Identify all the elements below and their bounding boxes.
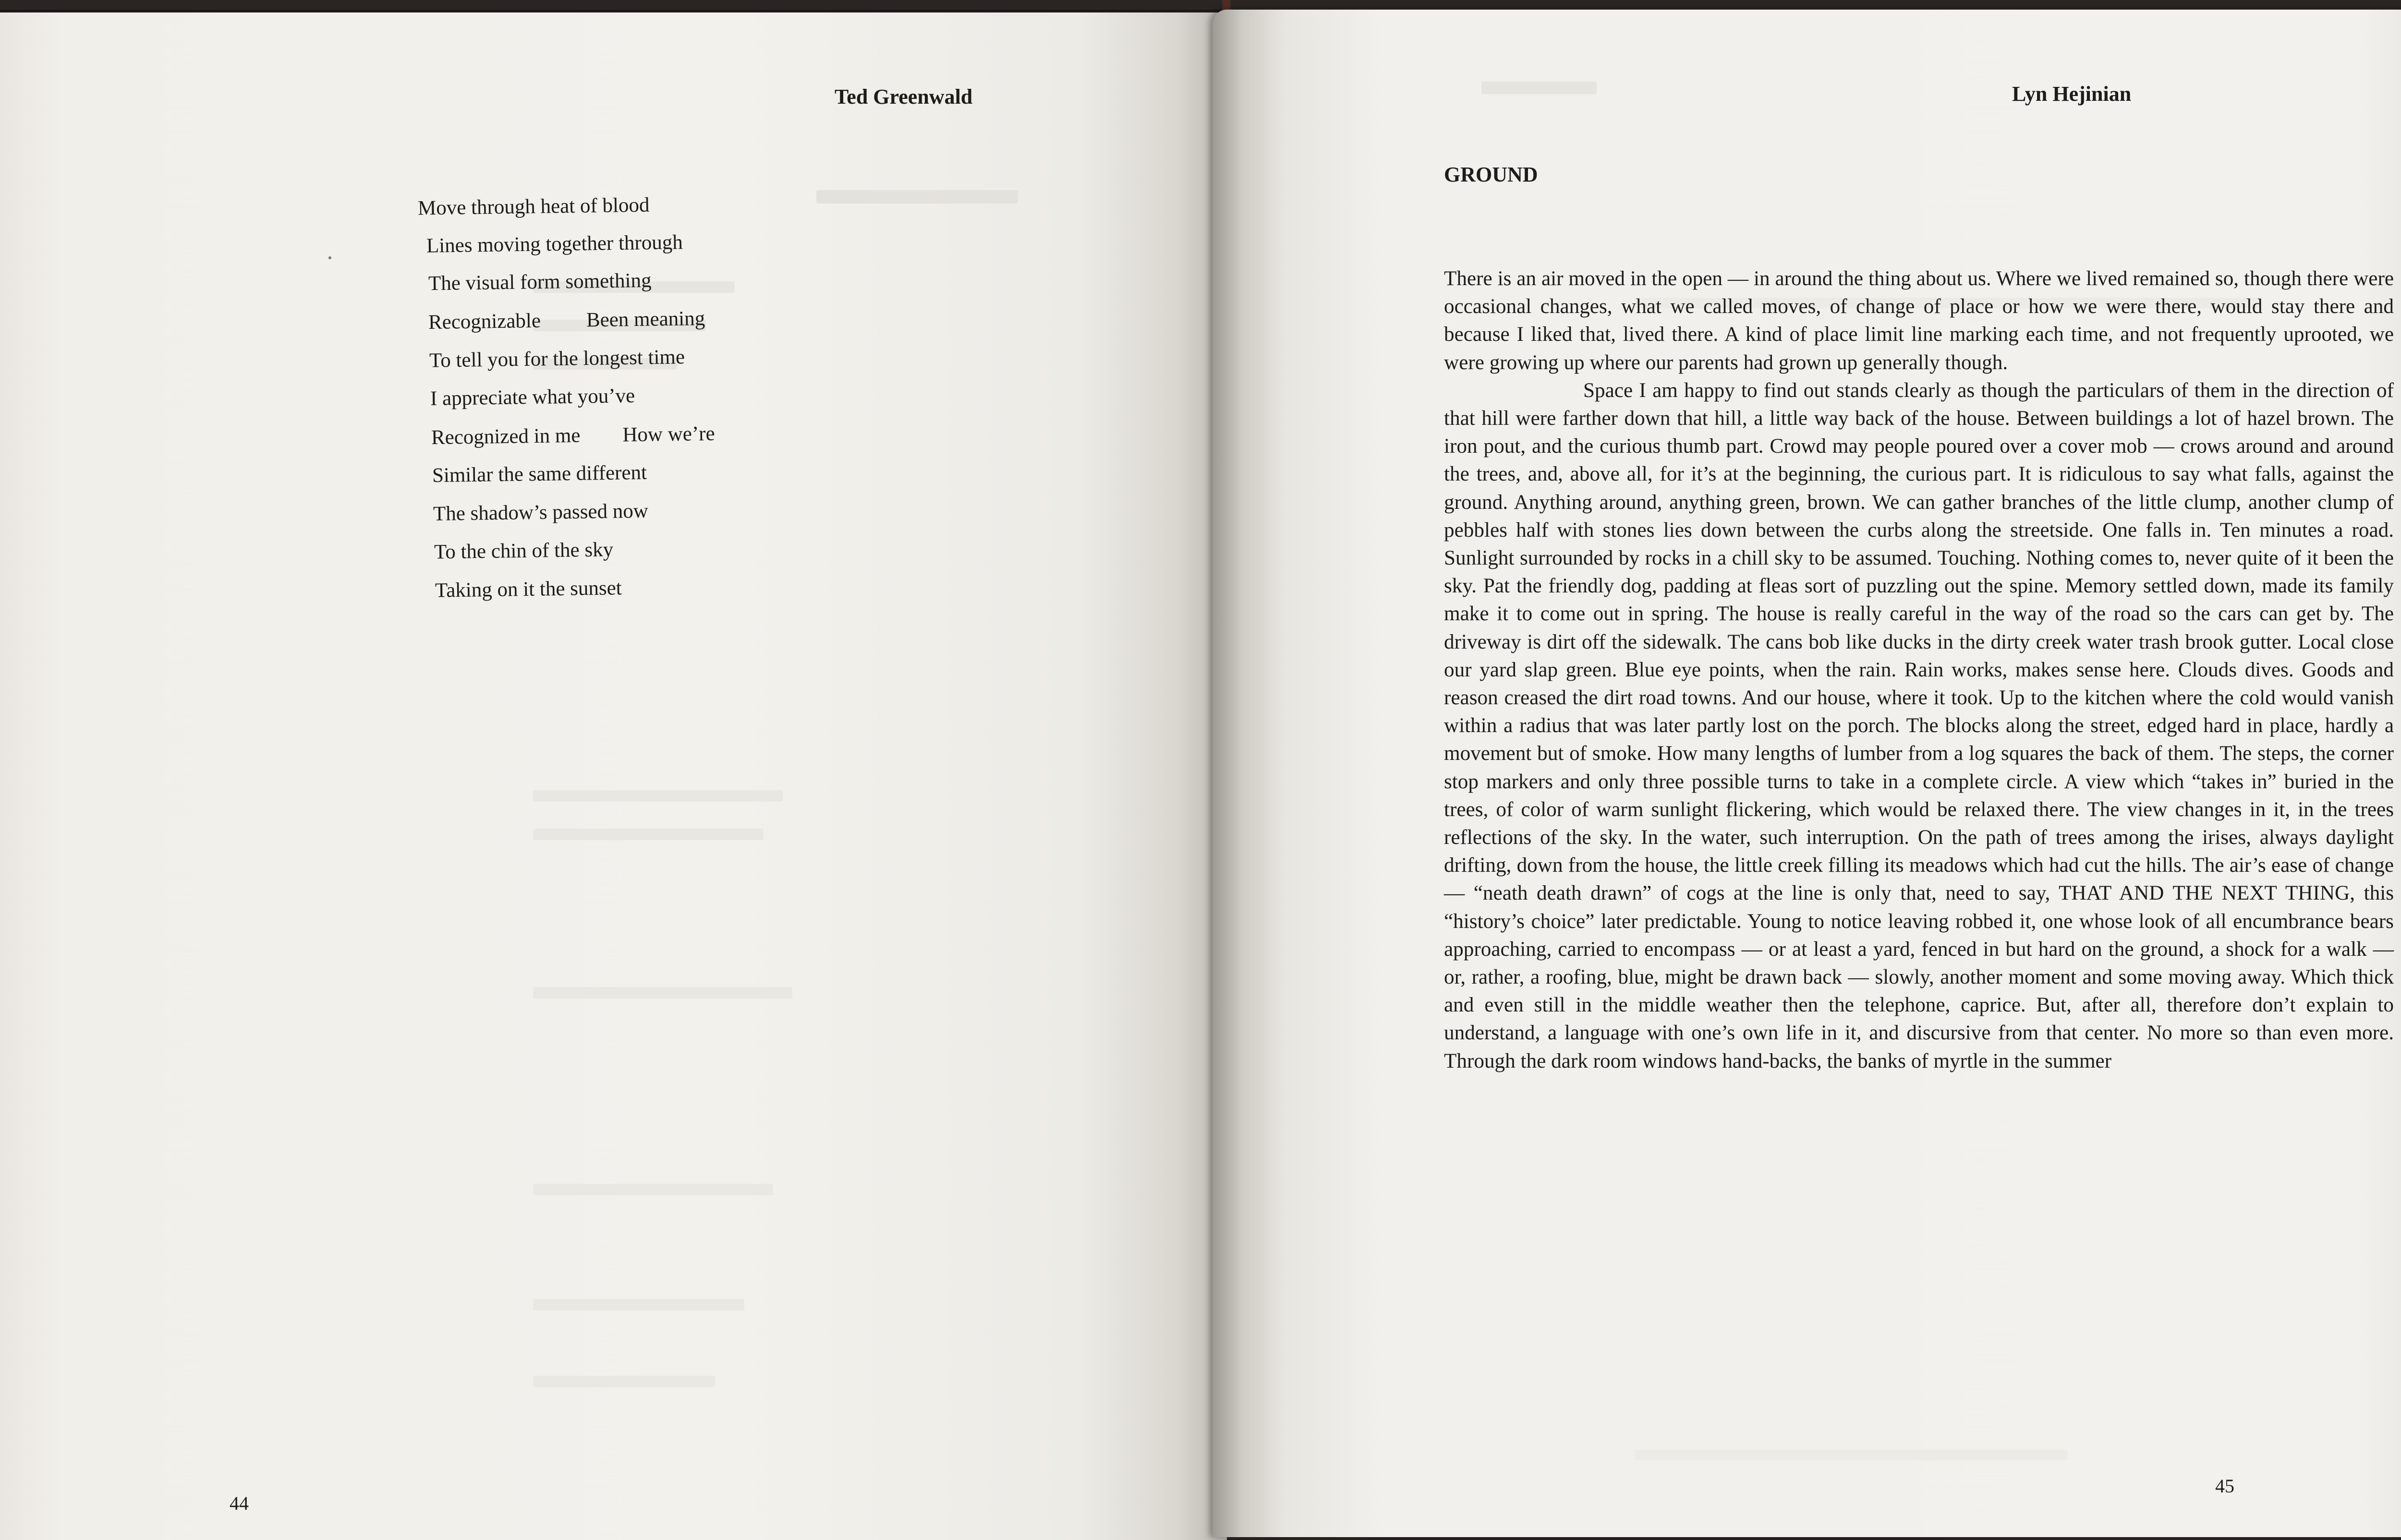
poem-line: To the chin of the sky: [434, 538, 614, 564]
poem-line: Move through heat of blood: [417, 193, 650, 220]
paragraph: There is an air moved in the open — in around the thing about us. Where we lived remained so, though there were occasional changes, what we called moves, of change of place or how we were there, would stay there and because I liked that, lived there. A kind of place limit line marking each time, and not frequently uprooted, we were growing up where our parents had grown up generally though.: [1444, 267, 2394, 374]
poem-line: Similar the same different: [432, 461, 647, 487]
poem-line: I appreciate what you’ve: [430, 385, 635, 410]
poem-line: To tell you for the longest time: [429, 346, 685, 372]
running-head-left: Ted Greenwald: [835, 85, 973, 108]
page-number-right: 45: [2215, 1475, 2234, 1497]
poem-line: Lines moving together through: [426, 231, 683, 257]
poem-line: The shadow’s passed now: [433, 499, 649, 526]
left-page: [0, 10, 1227, 1540]
right-page: [1213, 10, 2401, 1537]
running-head-right: Lyn Hejinian: [2012, 82, 2132, 106]
poem-line: Recognized in me How we’re: [431, 422, 715, 449]
chapter-title: GROUND: [1444, 163, 1538, 186]
prose-body: [1444, 265, 2394, 1075]
poem-line: The visual form something: [428, 269, 652, 295]
paragraph: Space I am happy to find out stands clearly as though the particulars of them in the direction of that hill were farther down that hill, a little way back of the house. Between buildings a lot of hazel brown. The iron pout, and the curious thumb part. Crowd may people poured over a cover mob — crows around and around the trees, and, above all, for it’s at the beginning, the curious part. It is ridiculous to say what falls, against the ground. Anything around, anything green, brown. We can gather branches of the little clump, another clump of pebbles half with stones lies down between the curbs along the streetside. One falls in. Ten minutes a road. Sunlight surrounded by rocks in a chill sky to be assumed. Touching. Nothing comes to, never quite of it been the sky. Pat the friendly dog, padding at fleas sort of puzzling out the spine. Memory settled down, made its family make it to come out in spring. The house is really careful in the way of the road so the cars can get by. The driveway is dirt off the sidewalk. The cans bob like ducks in the dirty creek water trash brook gutter. Local close our yard slap green. Blue eye points, when the rain. Rain works, makes sense here. Clouds dives. Goods and reason creased the dirt road towns. And our house, where it took. Up to the kitchen where the cold would vanish within a radius that was later partly lost on the porch. The blocks along the street, edged hard in place, hardly a movement but of smoke. How many lengths of lumber from a log squares the back of them. The steps, the corner stop markers and only three possible turns to take in a complete circle. A view which “takes in” buried in the trees, of color of warm sunlight flickering, which would be relaxed there. The view changes in it, in the trees reflections of the sky. In the water, such interruption. On the path of trees among the irises, always daylight drifting, down from the house, the little creek filling its meadows which had cut the hills. The air’s ease of change — “neath death drawn” of cogs at the line is only that, need to say, THAT AND THE NEXT THING, this “history’s choice” later predictable. Young to notice leaving robbed it, one whose look of all encumbrance bears approaching, carried to encompass — or at least a yard, fenced in but hard on the ground, a shock for a walk — or, rather, a roofing, blue, might be drawn back — slowly, another moment and some moving away. Which thick and even still in the middle weather then the telephone, caprice. But, after all, therefore don’t explain to understand, a language with one’s own life in it, and discursive from that center. No more so than even more. Through the dark room windows hand-backs, the banks of myrtle in the summer: [1444, 379, 2394, 1072]
page-number-left: 44: [230, 1492, 249, 1514]
ink-speck: [328, 256, 331, 259]
poem-line: Taking on it the sunset: [435, 577, 622, 602]
poem-line: Recognizable Been meaning: [428, 307, 705, 334]
